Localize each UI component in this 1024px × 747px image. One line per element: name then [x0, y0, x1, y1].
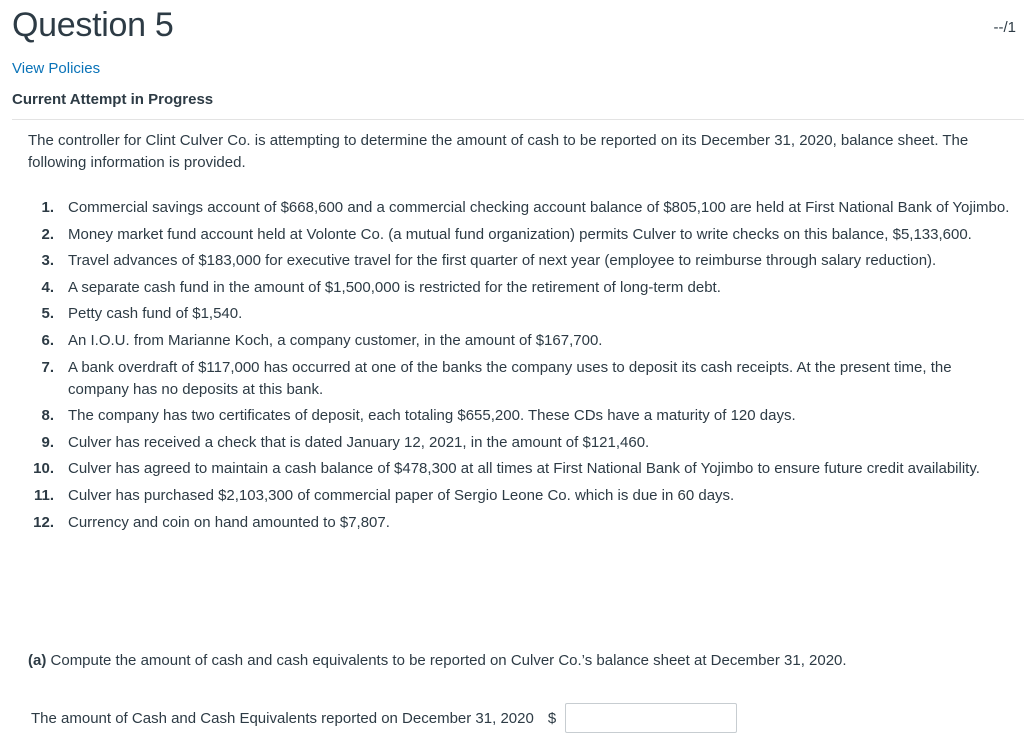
part-a-label: (a) — [28, 652, 47, 669]
list-item-number: 10. — [33, 460, 54, 478]
header-divider — [12, 119, 1024, 120]
question-intro: The controller for Clint Culver Co. is attempting to determine the amount of cash to be reported on its December 31, 2020, balance sheet. The following information is provided. — [28, 132, 969, 171]
part-a-prompt — [28, 652, 847, 669]
list-item-text: The company has two certificates of deposit, each totaling $655,200. These CDs have a maturity of 120 days. — [68, 407, 796, 425]
list-item-text: Commercial savings account of $668,600 and a commercial checking account balance of $805,100 are held at First National Bank of Yojimbo. — [68, 199, 1010, 216]
list-item — [28, 458, 1013, 480]
list-item-text: Currency and coin on hand amounted to $7,807. — [68, 513, 390, 531]
list-item-text: A bank overdraft of $117,000 has occurred at one of the banks the company uses to deposit its cash receipts. At the present time, the company has no deposits at this bank. — [68, 358, 952, 398]
information-list — [28, 197, 1013, 534]
list-item-number: 2. — [41, 225, 54, 243]
currency-symbol: $ — [547, 709, 557, 727]
list-item — [28, 224, 1013, 246]
list-item-text: Culver has agreed to maintain a cash balance of $478,300 at all times at First National Bank of Yojimbo to ensure future credit availability. — [68, 460, 980, 478]
list-item-number: 9. — [41, 433, 54, 451]
list-item — [28, 512, 1013, 534]
list-item-number: 1. — [41, 199, 54, 216]
list-item — [28, 357, 1013, 401]
list-item-text: Culver has received a check that is dated January 12, 2021, in the amount of $121,460. — [68, 433, 650, 451]
list-item-text: An I.O.U. from Marianne Koch, a company customer, in the amount of $167,700. — [68, 331, 603, 349]
list-item — [28, 432, 1013, 454]
list-item-text: Money market fund account held at Volonte Co. (a mutual fund organization) permits Culver to write checks on this balance, $5,133,600. — [68, 225, 972, 243]
question-score: --/1 — [993, 19, 1016, 36]
list-item-number: 8. — [41, 407, 54, 425]
list-item-text: Travel advances of $183,000 for executive travel for the first quarter of next year (employee to reimburse through salary reduction). — [68, 252, 937, 270]
list-item-number: 7. — [41, 358, 54, 376]
list-item-number: 11. — [33, 486, 54, 504]
attempt-status: Current Attempt in Progress — [12, 91, 214, 108]
list-item-number: 4. — [41, 278, 54, 296]
list-item — [28, 405, 1013, 427]
list-item-number: 12. — [33, 513, 54, 531]
list-item-text: Petty cash fund of $1,540. — [68, 305, 243, 323]
list-item — [28, 197, 1013, 219]
list-item-number: 3. — [41, 252, 54, 270]
view-policies-link[interactable]: View Policies — [12, 60, 101, 77]
answer-row — [31, 701, 737, 735]
list-item — [28, 330, 1013, 352]
answer-label: The amount of Cash and Cash Equivalents reported on December 31, 2020 — [31, 709, 534, 727]
part-a-text: Compute the amount of cash and cash equivalents to be reported on Culver Co.’s balance sheet at December 31, 2020. — [50, 652, 847, 669]
list-item-text: Culver has purchased $2,103,300 of commercial paper of Sergio Leone Co. which is due in 60 days. — [68, 486, 735, 504]
list-item — [28, 277, 1013, 299]
list-item — [28, 250, 1013, 272]
list-item-text: A separate cash fund in the amount of $1,500,000 is restricted for the retirement of long-term debt. — [68, 278, 721, 296]
cash-equivalents-input[interactable] — [565, 703, 737, 733]
question-title: Question 5 — [12, 6, 174, 44]
list-item-number: 5. — [41, 305, 54, 323]
list-item-number: 6. — [41, 331, 54, 349]
list-item — [28, 303, 1013, 325]
question-body — [28, 130, 1013, 538]
list-item — [28, 485, 1013, 507]
